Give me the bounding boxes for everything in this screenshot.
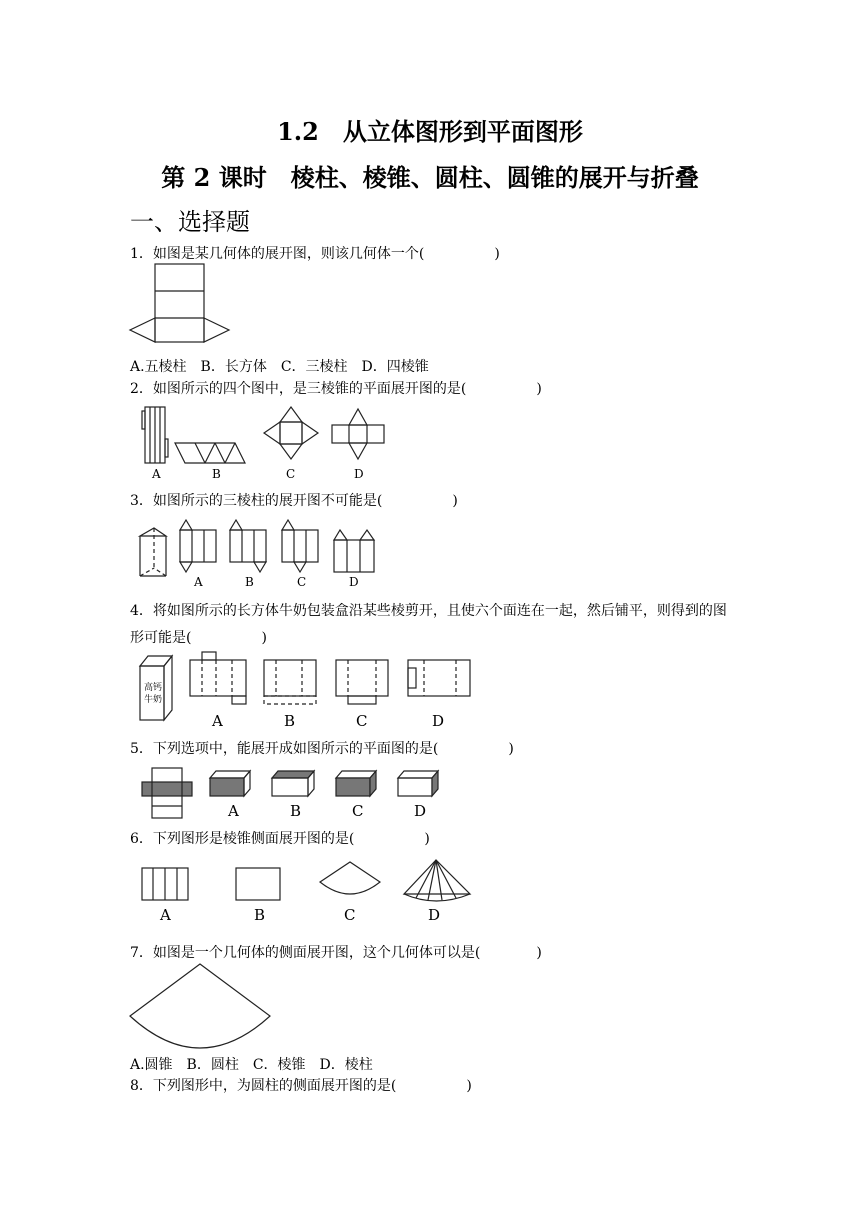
- q7-options: A.圆锥 B．圆柱 C．棱锥 D．棱柱: [130, 1057, 373, 1073]
- q4-label-a: A: [212, 712, 223, 730]
- q5-label-b: B: [290, 802, 302, 820]
- q3-figures: [136, 518, 396, 590]
- q4-figures: [136, 650, 476, 732]
- q1-figure: [130, 262, 230, 347]
- q3-label-c: C: [297, 575, 307, 589]
- q6-label-c: C: [344, 906, 356, 924]
- question-7: 7．如图是一个几何体的侧面展开图，这个几何体可以是( ): [130, 945, 542, 961]
- q6-label-b: B: [254, 906, 266, 924]
- milk-box-text-1: 高钙: [144, 683, 163, 693]
- q2-label-a: A: [152, 467, 161, 481]
- question-2: 2．如图所示的四个图中，是三棱锥的平面展开图的是( ): [130, 381, 542, 397]
- q4-label-c: C: [356, 712, 368, 730]
- q5-label-c: C: [352, 802, 364, 820]
- question-1: 1．如图是某几何体的展开图，则该几何体一个( ): [130, 246, 500, 262]
- q2-figures: [140, 405, 400, 483]
- section-title: 一、选择题: [130, 208, 250, 236]
- q2-label-c: C: [286, 467, 296, 481]
- milk-box-text-2: 牛奶: [144, 695, 163, 705]
- q2-label-b: B: [212, 467, 221, 481]
- question-8: 8．下列图形中，为圆柱的侧面展开图的是( ): [130, 1078, 472, 1094]
- q4-label-d: D: [432, 712, 445, 730]
- q4-label-b: B: [284, 712, 296, 730]
- q3-label-a: A: [194, 575, 203, 589]
- question-3: 3．如图所示的三棱柱的展开图不可能是( ): [130, 493, 458, 509]
- q2-label-d: D: [354, 467, 364, 481]
- q7-figure: [128, 962, 276, 1048]
- q5-label-a: A: [228, 802, 239, 820]
- q5-label-d: D: [414, 802, 427, 820]
- question-6: 6．下列图形是棱锥侧面展开图的是( ): [130, 831, 430, 847]
- q3-label-d: D: [349, 575, 359, 589]
- q3-label-b: B: [245, 575, 254, 589]
- q1-options: A.五棱柱 B．长方体 C．三棱柱 D．四棱锥: [130, 359, 429, 375]
- question-4: 4．将如图所示的长方体牛奶包装盒沿某些棱剪开，且使六个面连在一起，然后铺平，则得到的图形可能是( ): [130, 603, 727, 646]
- lesson-subtitle: 第 2 课时 棱柱、棱锥、圆柱、圆锥的展开与折叠: [161, 163, 699, 192]
- q6-figures: [140, 858, 470, 926]
- q5-figures: [140, 766, 450, 820]
- question-5: 5．下列选项中，能展开成如图所示的平面图的是( ): [130, 741, 514, 757]
- lesson-title: 1.2 从立体图形到平面图形: [277, 117, 583, 146]
- q6-label-d: D: [428, 906, 441, 924]
- q6-label-a: A: [160, 906, 171, 924]
